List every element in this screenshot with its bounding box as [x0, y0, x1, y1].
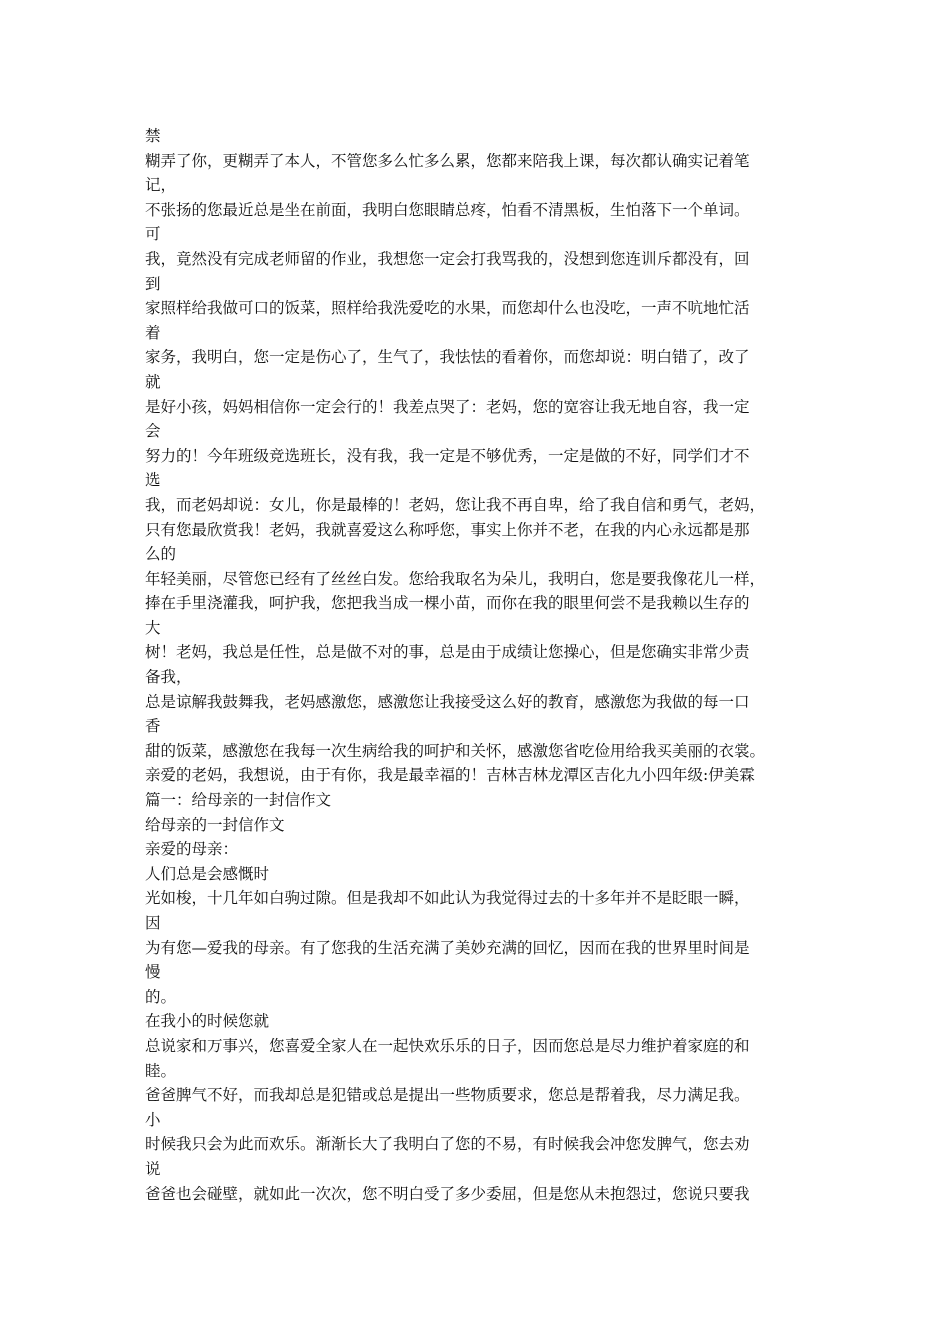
- text-line: 人们总是会感慨时: [145, 864, 270, 883]
- text-line: 家照样给我做可口的饭菜，照样给我洗爱吃的水果，而您却什么也没吃，一声不吭地忙活: [145, 299, 750, 318]
- text-line: 努力的！今年班级竞选班长，没有我，我一定是不够优秀，一定是做的不好，同学们才不: [145, 446, 750, 465]
- text-line: 我，竟然没有完成老师留的作业，我想您一定会打我骂我的，没想到您连训斥都没有，回: [145, 249, 750, 268]
- text-line: 么的: [145, 545, 177, 564]
- text-line: 光如梭，十几年如白驹过隙。但是我却不如此认为我觉得过去的十多年并不是眨眼一瞬，: [145, 889, 750, 908]
- text-line: 只有您最欣赏我！老妈，我就喜爱这么称呼您，事实上你并不老，在我的内心永远都是那: [145, 520, 750, 539]
- text-line: 会: [145, 422, 161, 441]
- text-line: 亲爱的母亲：: [145, 840, 239, 859]
- text-line: 篇一：给母亲的一封信作文: [145, 791, 332, 810]
- text-line: 记，: [145, 176, 177, 195]
- text-line: 睦。: [145, 1061, 177, 1080]
- text-line: 慢: [145, 963, 161, 982]
- text-line: 爸爸也会碰壁，就如此一次次，您不明白受了多少委屈，但是您从未抱怨过，您说只要我: [145, 1184, 750, 1203]
- text-line: 糊弄了你，更糊弄了本人，不管您多么忙多么累，您都来陪我上课，每次都认确实记着笔: [145, 151, 750, 170]
- text-line: 在我小的时候您就: [145, 1012, 270, 1031]
- text-line: 小: [145, 1110, 161, 1129]
- text-line: 总说家和万事兴，您喜爱全家人在一起快欢乐乐的日子，因而您总是尽力维护着家庭的和: [145, 1036, 750, 1055]
- text-line: 年轻美丽，尽管您已经有了丝丝白发。您给我取名为朵儿，我明白，您是要我像花儿一样，: [145, 569, 766, 588]
- text-line: 说: [145, 1159, 161, 1178]
- text-line: 总是谅解我鼓舞我，老妈感激您，感激您让我接受这么好的教育，感激您为我做的每一口: [145, 692, 750, 711]
- text-line: 备我，: [145, 668, 192, 687]
- text-line: 甜的饭菜，感激您在我每一次生病给我的呵护和关怀，感激您省吃俭用给我买美丽的衣裳。: [145, 741, 766, 760]
- text-line: 给母亲的一封信作文: [145, 815, 285, 834]
- text-line: 我，而老妈却说：女儿，你是最棒的！老妈，您让我不再自卑，给了我自信和勇气，老妈，: [145, 495, 766, 514]
- text-line: 时候我只会为此而欢乐。渐渐长大了我明白了您的不易，有时候我会冲您发脾气，您去劝: [145, 1135, 750, 1154]
- text-line: 大: [145, 618, 161, 637]
- text-line: 家务，我明白，您一定是伤心了，生气了，我怯怯的看着你，而您却说：明白错了，改了: [145, 348, 750, 367]
- text-line: 的。: [145, 987, 177, 1006]
- text-line: 树！老妈，我总是任性，总是做不对的事，总是由于成绩让您操心，但是您确实非常少责: [145, 643, 750, 662]
- text-line: 是好小孩，妈妈相信你一定会行的！我差点哭了：老妈，您的宽容让我无地自容，我一定: [145, 397, 750, 416]
- text-line: 捧在手里浇灌我，呵护我，您把我当成一棵小苗，而你在我的眼里何尝不是我赖以生存的: [145, 594, 750, 613]
- text-line: 到: [145, 274, 161, 293]
- text-line: 就: [145, 372, 161, 391]
- text-line: 香: [145, 717, 161, 736]
- text-line: 不张扬的您最近总是坐在前面，我明白您眼睛总疼，怕看不清黑板，生怕落下一个单词。: [145, 200, 750, 219]
- text-line: 可: [145, 225, 161, 244]
- text-line: 为有您—爱我的母亲。有了您我的生活充满了美妙充满的回忆，因而在我的世界里时间是: [145, 938, 750, 957]
- text-line: 禁: [145, 127, 161, 145]
- document-page: [145, 124, 815, 1206]
- text-line: 亲爱的老妈，我想说，由于有你，我是最幸福的！吉林吉林龙潭区吉化九小四年级:伊美霖: [145, 766, 755, 785]
- text-line: 因: [145, 914, 161, 932]
- text-line: 着: [145, 323, 161, 342]
- text-line: 选: [145, 471, 161, 490]
- text-line: 爸爸脾气不好，而我却总是犯错或总是提出一些物质要求，您总是帮着我，尽力满足我。: [145, 1086, 750, 1105]
